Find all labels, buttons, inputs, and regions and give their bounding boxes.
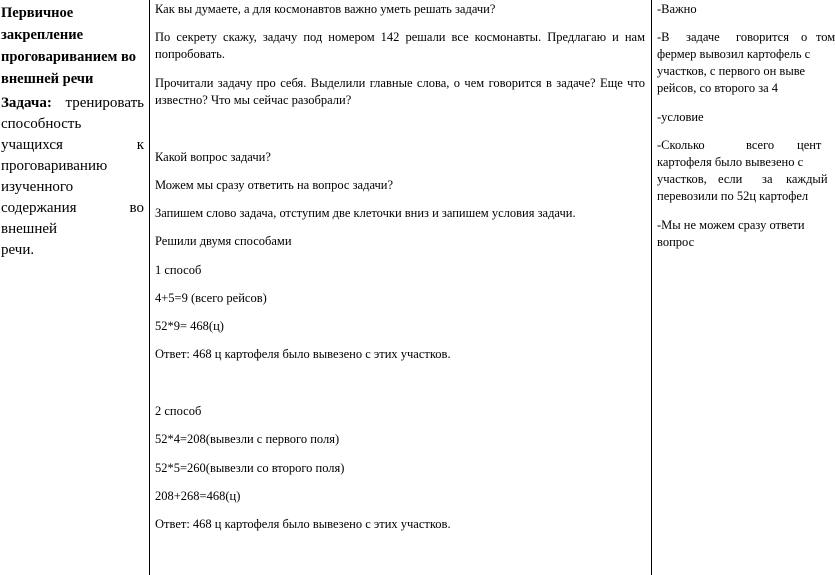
answer-line: Ответ: 468 ц картофеля было вывезено с этих участков.: [155, 347, 451, 361]
solution-line: 4+5=9 (всего рейсов): [155, 291, 267, 305]
answer-line: Ответ: 468 ц картофеля было вывезено с этих участков.: [155, 517, 451, 531]
solution-line: 52*5=260(вывезли со второго поля): [155, 461, 345, 475]
solution-line: 52*4=208(вывезли с первого поля): [155, 432, 340, 446]
teacher-line: 2 способ: [155, 404, 202, 418]
teacher-activity-column: [150, 0, 648, 575]
teacher-paragraph: Прочитали задачу про себя. Выделили главные слова, о чем говорится в задаче? Еще что известно? Что мы сейчас разобрали?: [155, 76, 645, 107]
student-line: -Мы не можем сразу ответи: [657, 218, 805, 232]
teacher-line: Какой вопрос задачи?: [155, 150, 271, 164]
stage-title-line: Первичное: [1, 5, 74, 21]
task-text: к: [136, 137, 144, 153]
solution-line: 52*9= 468(ц): [155, 319, 224, 333]
student-line: -условие: [657, 110, 704, 124]
student-word: всего: [746, 138, 775, 152]
student-line: фермер вывозил картофель с: [657, 47, 811, 61]
student-word: -Сколько: [657, 138, 705, 152]
task-line: изученного: [1, 179, 74, 195]
task-line: [1, 93, 144, 114]
task-line: способность: [1, 116, 82, 132]
student-line: перевозили по 52ц картофел: [657, 189, 809, 203]
teacher-line: Можем мы сразу ответить на вопрос задачи?: [155, 178, 394, 192]
student-word: -В: [657, 30, 670, 44]
teacher-paragraph: По секрету скажу, задачу под номером 142 решали все космонавты. Предлагаю и нам попробовать.: [155, 30, 645, 61]
student-word: если: [718, 172, 743, 186]
stage-title-line: внешней речи: [1, 71, 94, 87]
task-line: [1, 135, 144, 156]
student-word: каждый: [786, 172, 828, 186]
teacher-line: Решили двумя способами: [155, 234, 292, 248]
task-line: проговариванию: [1, 158, 108, 174]
task-line: внешней: [1, 221, 58, 237]
student-activity-column: [652, 0, 835, 575]
student-line: вопрос: [657, 235, 695, 249]
student-word: участков,: [657, 172, 707, 186]
task-text: содержания: [1, 200, 77, 216]
student-line: -Важно: [657, 2, 697, 16]
stage-column: [0, 0, 146, 575]
stage-title-line: проговариванием во: [1, 49, 136, 65]
task-line: [1, 198, 144, 219]
student-word: задаче: [686, 30, 720, 44]
student-line: участков, с первого он выве: [657, 64, 806, 78]
task-line: речи.: [1, 242, 35, 258]
teacher-line: Запишем слово задача, отступим две клеточки вниз и запишем условия задачи.: [155, 206, 576, 220]
student-line: картофеля было вывезено с: [657, 155, 804, 169]
task-label: Задача:: [1, 95, 52, 111]
solution-line: 208+268=468(ц): [155, 489, 241, 503]
student-word: за: [762, 172, 773, 186]
student-line: рейсов, со второго за 4: [657, 81, 779, 95]
task-text: учащихся: [1, 137, 63, 153]
student-word: цент: [797, 138, 822, 152]
stage-title-line: закрепление: [1, 27, 84, 43]
student-word: о: [801, 30, 808, 44]
task-text: тренировать: [65, 95, 144, 111]
teacher-line: Как вы думаете, а для космонавтов важно уметь решать задачи?: [155, 2, 496, 16]
teacher-line: 1 способ: [155, 263, 202, 277]
task-text: во: [129, 200, 144, 216]
student-word: говорится: [736, 30, 789, 44]
student-word: том: [816, 30, 835, 44]
